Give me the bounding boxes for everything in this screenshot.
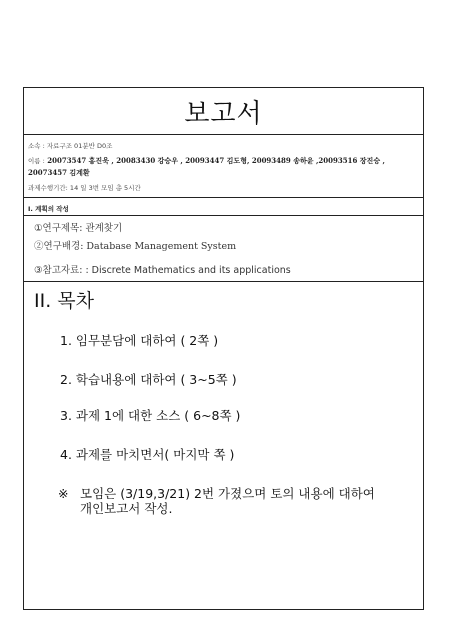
toc-heading: II. 목차 bbox=[34, 290, 94, 312]
divider bbox=[24, 215, 423, 216]
members-list: 20073547 홍진욱 , 20083430 강승우 , 20093447 김도형, 20093489 송하윤 ,20093516 장진승 , 20073457 김계환 bbox=[28, 156, 385, 177]
plan-item: ①연구제목: 관계찾기 bbox=[34, 223, 123, 234]
toc-item: 1. 임무분담에 대하여 ( 2쪽 ) bbox=[60, 333, 219, 348]
members bbox=[28, 155, 419, 178]
members-label: 이름 : bbox=[28, 157, 45, 165]
plan-item: ②연구배경: Database Management System bbox=[34, 241, 237, 252]
toc-item: 3. 과제 1에 대한 소스 ( 6~8쪽 ) bbox=[60, 408, 241, 423]
title-row bbox=[24, 88, 423, 135]
plan-item: ③참고자료: : Discrete Mathematics and its applications bbox=[34, 265, 291, 276]
toc-item: 4. 과제를 마치면서( 마지막 쪽 ) bbox=[60, 447, 235, 462]
plan-heading: I. 계획의 작성 bbox=[28, 205, 69, 213]
toc-item: 2. 학습내용에 대하여 ( 3~5쪽 ) bbox=[60, 372, 237, 387]
report-title: 보고서 bbox=[184, 98, 263, 129]
work-period: 과제수행기간: 14 일 3번 모임 총 5시간 bbox=[28, 184, 141, 192]
divider bbox=[24, 197, 423, 198]
divider bbox=[24, 281, 423, 282]
note-text: 모임은 (3/19,3/21) 2번 가졌으며 토의 내용에 대하여 개인보고서 작성. bbox=[80, 486, 375, 516]
affiliation: 소속 : 자료구조 01분반 D0조 bbox=[28, 142, 113, 150]
report-frame bbox=[23, 87, 424, 610]
note-mark: ※ bbox=[58, 486, 69, 501]
